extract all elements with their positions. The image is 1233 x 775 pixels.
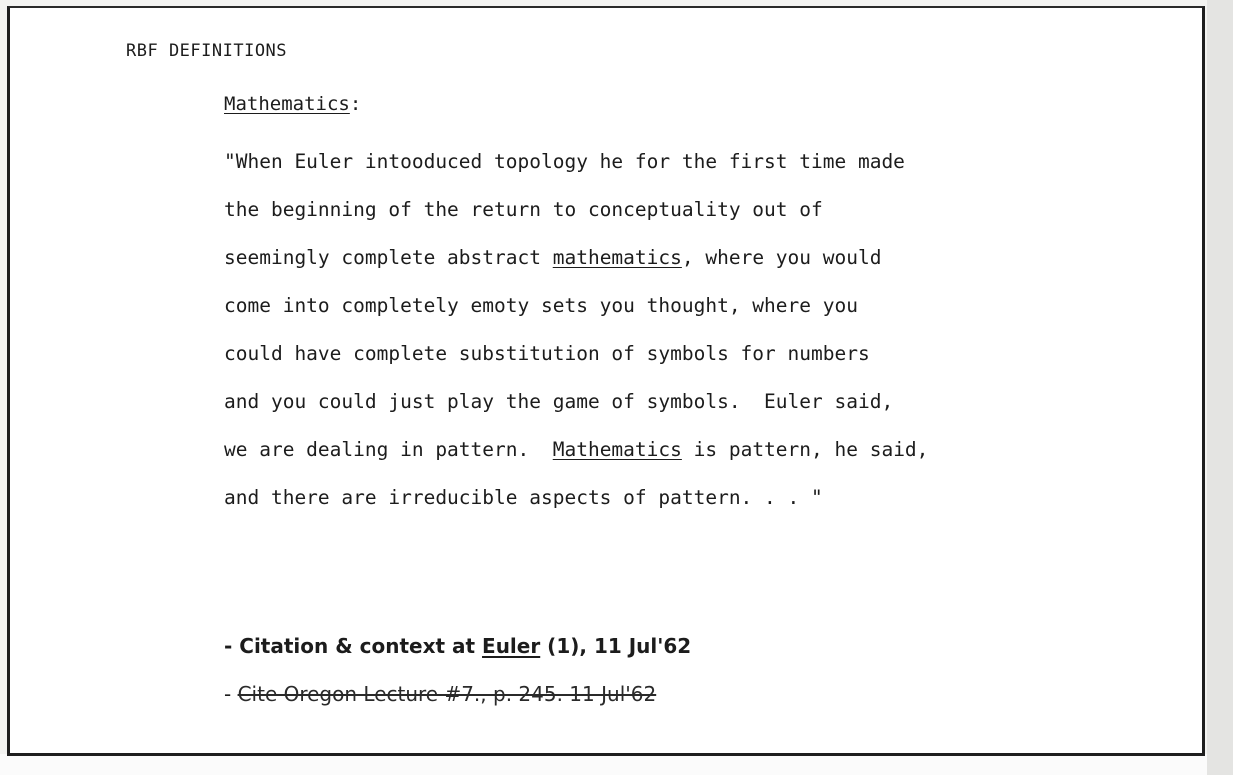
quote-line: and there are irreducible aspects of pattern. . . " — [224, 486, 823, 509]
quote-line: and you could just play the game of symbols. Euler said, — [224, 390, 894, 413]
term-colon: : — [349, 93, 362, 115]
quote-line: come into completely emoty sets you thought, where you — [224, 294, 858, 317]
page-edge-strip — [1207, 0, 1233, 775]
underlined-term: mathematics — [552, 246, 682, 269]
quote-line: seemingly complete abstract mathematics, where you would — [224, 246, 882, 269]
quote-line: the beginning of the return to conceptuality out of — [224, 198, 823, 221]
quote-line: "When Euler intooduced topology he for the first time made — [224, 150, 905, 173]
struck-citation-line: - Cite Oregon Lecture #7., p. 245. 11 Jul'62 — [224, 682, 657, 706]
citation-line: - Citation & context at Euler (1), 11 Jul'62 — [224, 634, 692, 658]
quote-line: we are dealing in pattern. Mathematics is pattern, he said, — [224, 438, 929, 461]
term-label: Mathematics — [224, 93, 350, 115]
struck-citation: Cite Oregon Lecture #7., p. 245. 11 Jul'62 — [237, 682, 657, 706]
definition-card — [7, 6, 1205, 756]
quote-line: could have complete substitution of symbols for numbers — [224, 342, 870, 365]
card-header: RBF DEFINITIONS — [126, 41, 288, 61]
next-card-edge — [0, 754, 1207, 775]
euler-link[interactable]: Euler — [482, 634, 541, 658]
definition-quote — [224, 138, 1124, 522]
underlined-term: Mathematics — [552, 438, 682, 461]
definition-term — [224, 93, 361, 115]
